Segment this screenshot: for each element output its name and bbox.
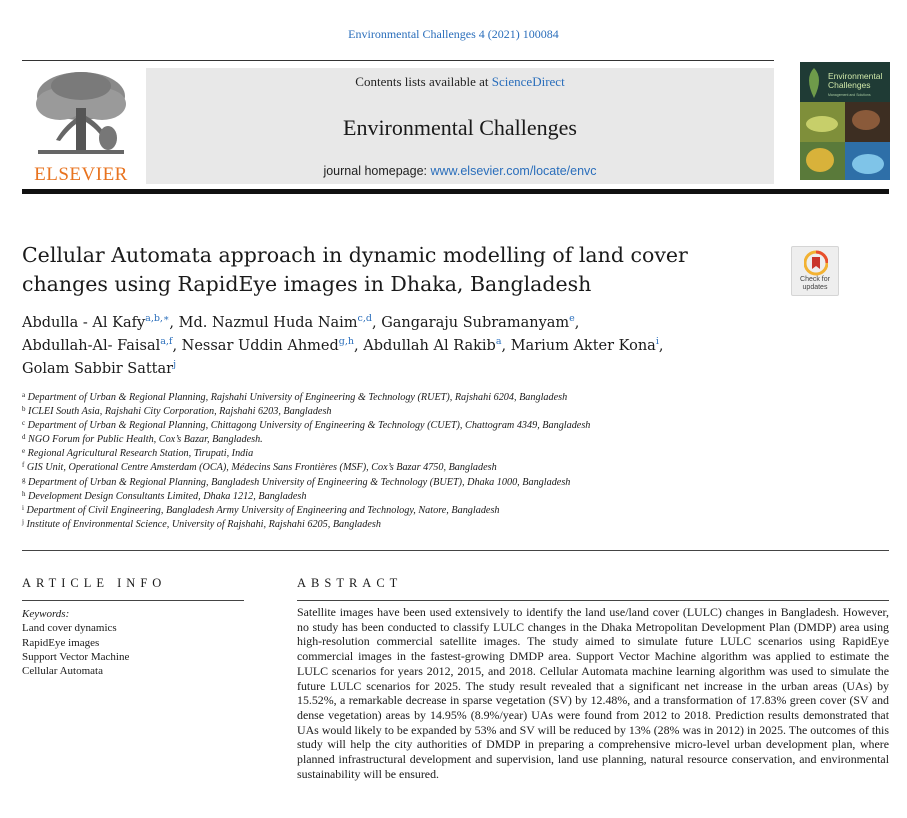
affiliation-item	[22, 419, 882, 433]
affiliation-item	[22, 447, 882, 461]
sciencedirect-link[interactable]: ScienceDirect	[491, 74, 565, 89]
affiliation-text: NGO Forum for Public Health, Cox’s Bazar, Bangladesh.	[28, 434, 263, 446]
author-name[interactable]: Gangaraju Subramanyam	[381, 315, 570, 331]
author-affiliation-ref[interactable]: a	[495, 336, 502, 347]
check-for-updates-label	[792, 276, 838, 292]
section-rule	[22, 550, 889, 551]
affiliation-key: f	[22, 461, 25, 470]
tree-logo-icon	[30, 68, 132, 164]
article-info-heading: ARTICLE INFO	[22, 576, 167, 590]
check-label-line2: updates	[802, 284, 828, 291]
affiliation-item	[22, 405, 882, 419]
author-affiliation-ref[interactable]: j	[173, 359, 177, 370]
affiliation-key: b	[22, 405, 26, 414]
keyword-item[interactable]: Land cover dynamics	[22, 622, 117, 635]
author-name[interactable]: Marium Akter Kona	[510, 338, 656, 354]
author-list: Abdulla - Al Kafy$^{a,b,∗}$, Md. Nazmul Huda Naim$^{c,d}$, Gangaraju Subramanyam$^e$, Abdullah-Al- Faisal$^{a,f}$, Nessar Uddin Ahmed$^{g,h}$, Abdullah Al Rakib$^a$, Marium Akter Kona$^i$, Golam Sabbir Sattar$^j$	[22, 313, 664, 377]
check-for-updates-button[interactable]	[791, 246, 839, 296]
check-label-line1: Check for	[800, 276, 830, 283]
author-affiliation-ref[interactable]: i	[655, 336, 659, 347]
journal-cover-thumbnail[interactable]	[800, 62, 890, 180]
author-affiliation-ref[interactable]: a,b,∗	[145, 313, 170, 324]
abstract-rule	[297, 600, 889, 601]
header-rule	[22, 60, 774, 61]
affiliation-item	[22, 518, 882, 532]
cover-photo-grid	[800, 102, 890, 180]
author-name[interactable]: Nessar Uddin Ahmed	[181, 338, 339, 354]
author-name[interactable]: Abdullah-Al- Faisal	[22, 338, 161, 354]
author-name[interactable]: Abdullah Al Rakib	[363, 338, 496, 354]
author-affiliation-ref[interactable]: g,h	[338, 336, 355, 347]
affiliation-item	[22, 461, 882, 475]
affiliation-text: ICLEI South Asia, Rajshahi City Corporation, Rajshahi 6203, Bangladesh	[28, 406, 332, 418]
author-affiliation-ref[interactable]: a,f	[160, 336, 173, 347]
affiliation-list	[22, 391, 882, 532]
affiliation-item	[22, 490, 882, 504]
affiliation-text: Department of Civil Engineering, Bangladesh Army University of Engineering and Technology, Natore, Bangladesh	[26, 504, 500, 516]
masthead-thick-rule	[22, 189, 889, 194]
affiliation-key: e	[22, 447, 26, 456]
journal-homepage	[146, 164, 774, 178]
affiliation-text: GIS Unit, Operational Centre Amsterdam (OCA), Médecins Sans Frontières (MSF), Cox’s Bazar 4750, Bangladesh	[26, 462, 497, 474]
affiliation-text: Department of Urban & Regional Planning, Bangladesh University of Engineering & Technology (BUET), Dhaka 1000, Bangladesh	[28, 476, 571, 488]
affiliation-key: c	[22, 419, 26, 428]
keyword-item[interactable]: Support Vector Machine	[22, 650, 130, 663]
contents-prefix: Contents lists available at	[355, 74, 492, 89]
journal-masthead	[146, 68, 774, 184]
affiliation-key: h	[22, 489, 26, 498]
affiliation-text: Development Design Consultants Limited, Dhaka 1212, Bangladesh	[28, 490, 307, 502]
journal-citation[interactable]: Environmental Challenges 4 (2021) 100084	[348, 27, 559, 41]
article-info-rule	[22, 600, 244, 601]
affiliation-text: Department of Urban & Regional Planning, Rajshahi University of Engineering & Technology (RUET), Rajshahi 6204, Bangladesh	[27, 392, 568, 403]
keywords-label: Keywords:	[22, 608, 70, 620]
affiliation-text: Regional Agricultural Research Station, Tirupati, India	[27, 448, 254, 460]
affiliation-key: d	[22, 433, 26, 442]
affiliation-item	[22, 504, 882, 518]
affiliation-item	[22, 433, 882, 447]
affiliation-item	[22, 391, 882, 405]
affiliation-text: Institute of Environmental Science, University of Rajshahi, Rajshahi 6205, Bangladesh	[26, 518, 381, 530]
affiliation-item	[22, 476, 882, 490]
publisher-logo[interactable]	[22, 68, 140, 184]
affiliation-key: i	[22, 503, 24, 512]
keyword-item[interactable]: Cellular Automata	[22, 665, 103, 678]
journal-title: Environmental Challenges	[343, 115, 577, 140]
author-name[interactable]: Golam Sabbir Sattar	[22, 361, 174, 377]
contents-availability	[146, 74, 774, 90]
homepage-link[interactable]: www.elsevier.com/locate/envc	[430, 164, 597, 178]
affiliation-key: g	[22, 475, 26, 484]
author-name[interactable]: Abdulla - Al Kafy	[22, 315, 146, 331]
author-affiliation-ref[interactable]: c,d	[357, 313, 372, 324]
cover-title: Environmental Challenges	[828, 71, 883, 90]
homepage-prefix: journal homepage:	[323, 164, 431, 178]
affiliation-key: a	[22, 391, 26, 399]
cover-leaf-icon	[802, 66, 826, 100]
keyword-item[interactable]: RapidEye images	[22, 636, 100, 649]
abstract-text: Satellite images have been used extensively to identify the land use/land cover (LULC) changes in Bangladesh. However, no study has been conducted to classify LULC changes in the Dhaka Metropolitan Development Plan (DMDP) area using high-resolution commercial satellite images. The study aimed to simulate future LULC scenarios using RapidEye commercial images in the fastest-growing DMDP area. Support Vector Machine algorithm was applied to estimate the LULC scenarios for years 2012, 2015, and 2018. Cellular Automata machine learning algorithm was used to simulate the future LULC scenarios for 2025. The study result revealed that a significant net increase in the urban areas (UAs) by 15.52%, a remarkable decrease in sparse vegetation (SV) by 12.48%, and a transformation of 17.83% green cover (SV and dense vegetation) areas by 14.95% (8.9%/year) UAs were found from 2012 to 2018. Prediction results demonstrated that UAs would likely to be expanded by 53% and SV will be reduced by 13% (28% was in 2012) in 2025. The outcomes of this study will help the city authorities of DMDP in preparing a comprehensive micro-level urban development plan, where planned infrastructural development and supervision, land use planning, natural resource conservation, and environmental sustainability will be ensured.	[297, 605, 889, 781]
keywords-block	[22, 607, 129, 678]
publisher-name: ELSEVIER	[34, 164, 128, 185]
cover-subtitle: Management and Solutions	[828, 93, 871, 97]
author-name[interactable]: Md. Nazmul Huda Naim	[178, 315, 358, 331]
author-affiliation-ref[interactable]: e	[569, 313, 575, 324]
affiliation-key: j	[22, 517, 24, 526]
affiliation-text: Department of Urban & Regional Planning, Chittagong University of Engineering & Technology (CUET), Chattogram 4349, Bangladesh	[27, 420, 591, 432]
article-title: Cellular Automata approach in dynamic modelling of land cover changes using RapidEye images in Dhaka, Bangladesh	[22, 243, 688, 296]
abstract-heading: ABSTRACT	[297, 576, 403, 590]
update-check-icon	[804, 250, 828, 276]
